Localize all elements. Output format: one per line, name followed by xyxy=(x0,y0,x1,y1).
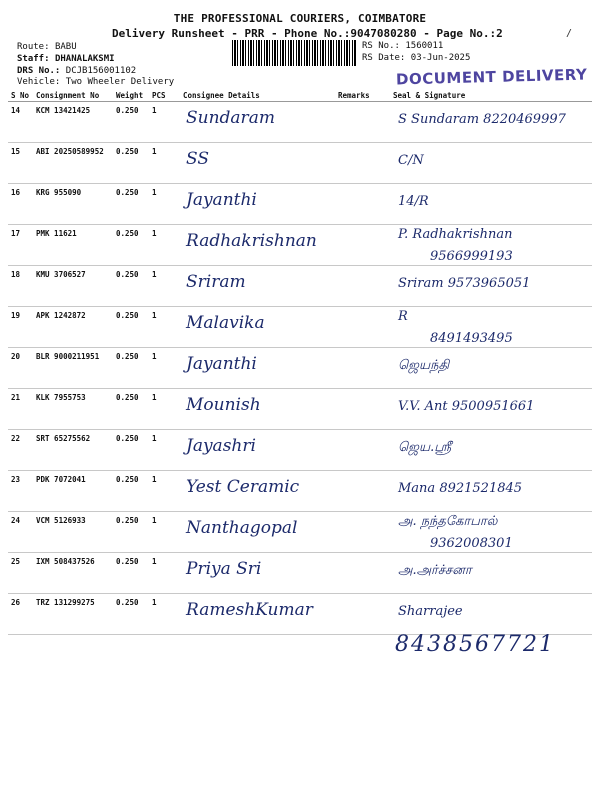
cell-weight: 0.250 xyxy=(113,348,149,389)
cell-consignment-no: SRT 65275562 xyxy=(33,430,113,471)
cell-consignee xyxy=(180,225,335,266)
rs-date-label: RS Date: xyxy=(362,53,406,63)
rs-date-line xyxy=(362,53,470,63)
cell-remarks xyxy=(335,143,390,184)
cell-consignment-no: ABI 20250589952 xyxy=(33,143,113,184)
document-delivery-stamp: DOCUMENT DELIVERY xyxy=(395,65,588,89)
col-weight: Weight xyxy=(113,89,149,102)
cell-sno: 16 xyxy=(8,184,33,225)
signature-handwriting: R xyxy=(398,309,408,324)
cell-remarks xyxy=(335,512,390,553)
cell-pcs: 1 xyxy=(149,266,180,307)
col-consignee: Consignee Details xyxy=(180,89,335,102)
cell-consignment-no: KCM 13421425 xyxy=(33,102,113,143)
cell-remarks xyxy=(335,102,390,143)
route-label: Route: xyxy=(17,42,50,52)
cell-remarks xyxy=(335,348,390,389)
cell-weight: 0.250 xyxy=(113,143,149,184)
consignee-handwriting: SS xyxy=(186,149,209,169)
cell-sno: 18 xyxy=(8,266,33,307)
cell-pcs: 1 xyxy=(149,143,180,184)
consignee-handwriting: Priya Sri xyxy=(186,559,262,579)
cell-consignee xyxy=(180,594,335,635)
table-row xyxy=(8,471,592,512)
signature-handwriting: ஜெய.ஸ்ரீ xyxy=(398,440,452,455)
staff-label: Staff: xyxy=(17,54,50,64)
cell-consignee xyxy=(180,143,335,184)
cell-remarks xyxy=(335,471,390,512)
rs-date-value: 03-Jun-2025 xyxy=(410,53,471,63)
table-row xyxy=(8,512,592,553)
signature-handwriting: அ. நந்தகோபால் xyxy=(398,514,498,529)
cell-consignee xyxy=(180,184,335,225)
signature-handwriting: P. Radhakrishnan xyxy=(398,227,513,242)
cell-pcs: 1 xyxy=(149,348,180,389)
cell-sno: 19 xyxy=(8,307,33,348)
cell-consignment-no: PMK 11621 xyxy=(33,225,113,266)
consignee-handwriting: Radhakrishnan xyxy=(186,231,317,251)
rs-no-value: 1560011 xyxy=(405,41,444,51)
signature-handwriting: 14/R xyxy=(398,194,429,209)
cell-consignment-no: APK 1242872 xyxy=(33,307,113,348)
rs-no-label: RS No.: xyxy=(362,41,400,51)
cell-pcs: 1 xyxy=(149,102,180,143)
cell-weight: 0.250 xyxy=(113,430,149,471)
signature-handwriting: Mana 8921521845 xyxy=(398,481,523,496)
signature-handwriting: Sharrajee xyxy=(398,604,463,619)
cell-weight: 0.250 xyxy=(113,225,149,266)
col-pcs: PCS xyxy=(149,89,180,102)
cell-consignment-no: KMU 3706527 xyxy=(33,266,113,307)
cell-sno: 23 xyxy=(8,471,33,512)
cell-weight: 0.250 xyxy=(113,594,149,635)
cell-sno: 25 xyxy=(8,553,33,594)
table-row xyxy=(8,225,592,266)
consignee-handwriting: Mounish xyxy=(186,395,261,415)
cell-sno: 15 xyxy=(8,143,33,184)
cell-consignee xyxy=(180,430,335,471)
consignee-handwriting: Yest Ceramic xyxy=(186,477,300,497)
consignee-handwriting: Jayashri xyxy=(186,436,256,456)
vehicle-label: Vehicle: xyxy=(17,77,61,87)
cell-weight: 0.250 xyxy=(113,184,149,225)
cell-pcs: 1 xyxy=(149,307,180,348)
vehicle-line xyxy=(17,76,174,88)
cell-consignment-no: KLK 7955753 xyxy=(33,389,113,430)
cell-consignee xyxy=(180,307,335,348)
cell-signature xyxy=(390,225,592,266)
table-header xyxy=(8,89,592,102)
cell-signature xyxy=(390,553,592,594)
cell-consignment-no: TRZ 131299275 xyxy=(33,594,113,635)
cell-weight: 0.250 xyxy=(113,471,149,512)
cell-remarks xyxy=(335,430,390,471)
signature-handwriting: ஜெயந்தி xyxy=(398,358,450,373)
barcode-image xyxy=(232,40,357,66)
delivery-table xyxy=(8,89,592,635)
cell-sno: 24 xyxy=(8,512,33,553)
cell-pcs: 1 xyxy=(149,553,180,594)
extra-phone-number: 8438567721 xyxy=(395,632,555,657)
staff-line xyxy=(17,53,115,65)
cell-consignee xyxy=(180,553,335,594)
cell-pcs: 1 xyxy=(149,389,180,430)
cell-consignment-no: PDK 7072041 xyxy=(33,471,113,512)
consignee-handwriting: RameshKumar xyxy=(186,600,313,620)
cell-pcs: 1 xyxy=(149,225,180,266)
table-row xyxy=(8,307,592,348)
signature-phone-handwriting: 8491493495 xyxy=(430,331,513,346)
cell-consignee xyxy=(180,348,335,389)
cell-consignee xyxy=(180,102,335,143)
consignee-handwriting: Jayanthi xyxy=(186,354,257,374)
table-row xyxy=(8,266,592,307)
cell-remarks xyxy=(335,307,390,348)
cell-signature xyxy=(390,266,592,307)
signature-phone-handwriting: 9362008301 xyxy=(430,536,513,551)
cell-consignee xyxy=(180,512,335,553)
col-consignment: Consignment No xyxy=(33,89,113,102)
cell-signature xyxy=(390,143,592,184)
rs-no-line xyxy=(362,41,443,51)
cell-signature xyxy=(390,348,592,389)
cell-weight: 0.250 xyxy=(113,102,149,143)
table-row xyxy=(8,430,592,471)
cell-pcs: 1 xyxy=(149,471,180,512)
runsheet-subtitle: Delivery Runsheet - PRR - Phone No.:9047080280 - Page No.:2 xyxy=(112,27,503,40)
cell-sno: 17 xyxy=(8,225,33,266)
cell-sno: 14 xyxy=(8,102,33,143)
table-row xyxy=(8,184,592,225)
corner-mark: / xyxy=(566,28,573,39)
cell-weight: 0.250 xyxy=(113,307,149,348)
signature-handwriting: C/N xyxy=(398,153,424,168)
consignee-handwriting: Sundaram xyxy=(186,108,275,128)
cell-remarks xyxy=(335,389,390,430)
table-row xyxy=(8,143,592,184)
vehicle-value: Two Wheeler Delivery xyxy=(65,77,175,87)
cell-pcs: 1 xyxy=(149,512,180,553)
cell-remarks xyxy=(335,184,390,225)
cell-pcs: 1 xyxy=(149,184,180,225)
cell-sno: 21 xyxy=(8,389,33,430)
cell-sno: 22 xyxy=(8,430,33,471)
cell-consignment-no: BLR 9000211951 xyxy=(33,348,113,389)
cell-pcs: 1 xyxy=(149,594,180,635)
cell-consignment-no: VCM 5126933 xyxy=(33,512,113,553)
cell-remarks xyxy=(335,594,390,635)
col-signature: Seal & Signature xyxy=(390,89,592,102)
cell-remarks xyxy=(335,553,390,594)
route-line xyxy=(17,41,77,53)
table-row xyxy=(8,348,592,389)
cell-consignee xyxy=(180,389,335,430)
cell-signature xyxy=(390,594,592,635)
route-value: BABU xyxy=(54,42,77,52)
cell-consignee xyxy=(180,471,335,512)
drs-value: DCJB156001102 xyxy=(65,66,137,76)
table-row xyxy=(8,594,592,635)
cell-signature xyxy=(390,512,592,553)
signature-handwriting: S Sundaram 8220469997 xyxy=(398,112,566,127)
cell-consignment-no: KRG 955090 xyxy=(33,184,113,225)
cell-signature xyxy=(390,184,592,225)
cell-weight: 0.250 xyxy=(113,553,149,594)
signature-handwriting: Sriram 9573965051 xyxy=(398,276,531,291)
cell-weight: 0.250 xyxy=(113,512,149,553)
cell-consignee xyxy=(180,266,335,307)
cell-remarks xyxy=(335,225,390,266)
signature-handwriting: V.V. Ant 9500951661 xyxy=(398,399,535,414)
cell-signature xyxy=(390,389,592,430)
consignee-handwriting: Sriram xyxy=(186,272,246,292)
col-sno: S No xyxy=(8,89,33,102)
cell-consignment-no: IXM 508437526 xyxy=(33,553,113,594)
cell-signature xyxy=(390,307,592,348)
consignee-handwriting: Nanthagopal xyxy=(186,518,298,538)
cell-pcs: 1 xyxy=(149,430,180,471)
cell-sno: 20 xyxy=(8,348,33,389)
cell-signature xyxy=(390,471,592,512)
cell-weight: 0.250 xyxy=(113,389,149,430)
col-remarks: Remarks xyxy=(335,89,390,102)
consignee-handwriting: Jayanthi xyxy=(186,190,257,210)
cell-sno: 26 xyxy=(8,594,33,635)
cell-signature xyxy=(390,102,592,143)
cell-signature xyxy=(390,430,592,471)
drs-label: DRS No.: xyxy=(17,66,61,76)
cell-weight: 0.250 xyxy=(113,266,149,307)
cell-remarks xyxy=(335,266,390,307)
consignee-handwriting: Malavika xyxy=(186,313,265,333)
signature-handwriting: அ.அர்ச்சனா xyxy=(398,563,472,578)
company-title: THE PROFESSIONAL COURIERS, COIMBATORE xyxy=(173,12,427,25)
table-row xyxy=(8,389,592,430)
table-row xyxy=(8,102,592,143)
table-row xyxy=(8,553,592,594)
signature-phone-handwriting: 9566999193 xyxy=(430,249,513,264)
staff-value: DHANALAKSMI xyxy=(54,54,115,64)
